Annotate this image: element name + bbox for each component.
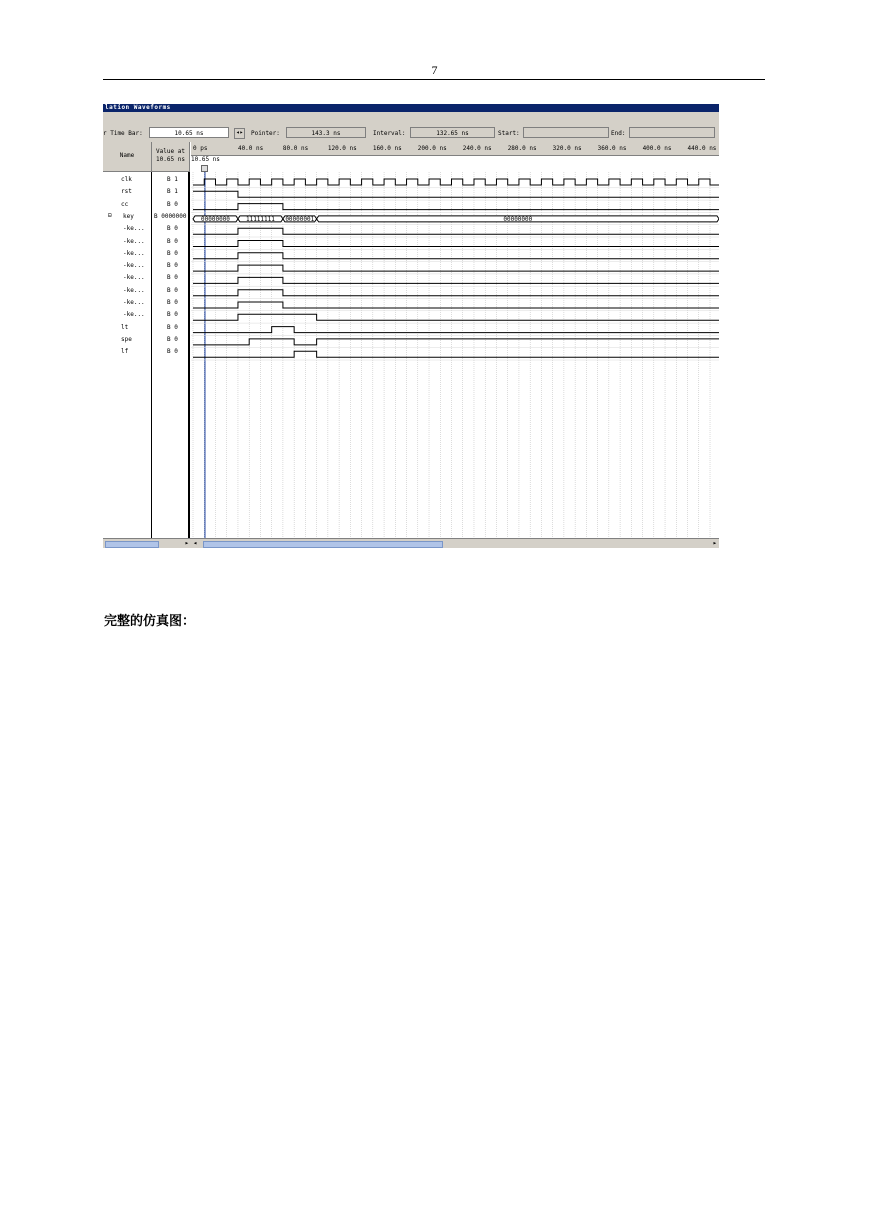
signal-value: B 0 — [167, 262, 178, 270]
signal-name[interactable]: -ke... — [123, 225, 145, 233]
timeline-header — [191, 142, 719, 156]
signal-name[interactable]: -ke... — [123, 299, 145, 306]
time-tick-label: 360.0 ns — [597, 145, 627, 152]
signal-name[interactable]: rst — [121, 188, 132, 196]
time-tick-label: 400.0 ns — [642, 145, 672, 152]
cursor-time-label: 10.65 ns — [191, 156, 220, 163]
signal-name[interactable]: cc — [121, 200, 129, 208]
time-tick-label: 240.0 ns — [462, 145, 492, 152]
signal-name[interactable]: -ke... — [123, 262, 145, 270]
header-rule — [103, 79, 765, 80]
start-label: Start: — [498, 130, 520, 137]
toolbar — [103, 112, 719, 142]
time-tick-label: 320.0 ns — [552, 145, 582, 152]
interval-label: Interval: — [373, 130, 406, 137]
signal-waveform — [193, 327, 719, 333]
time-tick-label: 160.0 ns — [372, 145, 402, 152]
signal-value: B 1 — [167, 176, 178, 183]
signal-name[interactable]: lf — [121, 348, 129, 356]
bus-value-label: 00000000 — [503, 215, 533, 223]
interval-field: 132.65 ns — [410, 127, 495, 138]
signal-value: B 0 — [167, 286, 178, 294]
wave-scrollbar[interactable] — [191, 538, 719, 548]
wave-scroll-thumb[interactable] — [203, 541, 443, 548]
scroll-left-icon[interactable]: ◂ — [193, 539, 198, 547]
time-bar-label: r Time Bar: — [103, 130, 143, 137]
signal-value: B 0 — [167, 335, 178, 343]
signal-waveform — [193, 241, 719, 247]
signal-name[interactable]: -ke... — [123, 274, 145, 282]
signal-waveform — [193, 314, 719, 320]
cursor-handle-icon[interactable] — [201, 165, 208, 172]
signal-value: B 0 — [167, 225, 178, 233]
bus-value-label: 11111111 — [245, 215, 275, 223]
signal-value: B 0 — [167, 200, 178, 208]
page-number: 7 — [431, 63, 438, 77]
signal-name[interactable]: -ke... — [123, 249, 145, 257]
signal-name[interactable]: spe — [121, 335, 132, 343]
window-title: lation Waveforms — [103, 104, 719, 112]
time-tick-label: 440.0 ns — [687, 145, 717, 152]
signal-name[interactable]: -ke... — [123, 311, 145, 319]
signal-name[interactable]: clk — [121, 176, 132, 183]
start-field — [523, 127, 609, 138]
waveform-screenshot — [103, 104, 719, 548]
expand-bus-icon[interactable]: ⊟ — [108, 211, 112, 219]
scroll-right-icon[interactable]: ▸ — [184, 539, 189, 547]
value-column-header[interactable] — [152, 142, 190, 172]
bus-value-label: 00000000 — [201, 215, 230, 223]
bus-value-label: 00000001 — [285, 215, 315, 223]
signal-value: B 0000000 — [154, 212, 187, 220]
signal-value: B 0 — [167, 249, 178, 257]
signal-value-column — [152, 172, 190, 542]
pointer-label: Pointer: — [251, 130, 280, 137]
end-field — [629, 127, 715, 138]
signal-value: B 0 — [167, 311, 178, 319]
time-tick-label: 280.0 ns — [507, 145, 537, 152]
signal-name[interactable]: lt — [121, 323, 129, 331]
signal-name-column — [103, 172, 152, 542]
time-tick-label: 80.0 ns — [282, 145, 309, 152]
end-label: End: — [611, 130, 626, 137]
signal-value: B 0 — [167, 274, 178, 282]
signal-value: B 0 — [167, 237, 178, 245]
signal-value: B 0 — [167, 323, 178, 331]
time-tick-label: 120.0 ns — [327, 145, 357, 152]
signal-waveform — [193, 179, 719, 185]
signal-value: B 0 — [167, 299, 178, 306]
time-tick-label: 200.0 ns — [417, 145, 447, 152]
signal-value: B 1 — [167, 188, 178, 196]
name-column-header[interactable]: Name — [103, 142, 152, 172]
scroll-right-icon[interactable]: ▸ — [712, 539, 717, 547]
value-header-line1: Value at — [156, 148, 185, 155]
waveform-canvas[interactable] — [191, 172, 719, 542]
time-tick-label: 0 ps — [193, 145, 208, 152]
signal-waveform — [193, 228, 719, 234]
signal-name[interactable]: -ke... — [123, 286, 145, 294]
time-tick-label: 40.0 ns — [237, 145, 264, 152]
name-scroll-thumb[interactable] — [105, 541, 159, 548]
figure-caption: 完整的仿真图： — [104, 614, 196, 629]
signal-name[interactable]: key — [123, 212, 134, 220]
value-header-line2: 10.65 ns — [156, 156, 185, 163]
signal-value: B 0 — [167, 348, 178, 356]
pointer-field: 143.3 ns — [286, 127, 366, 138]
signal-waveform — [193, 253, 719, 259]
time-bar-field[interactable]: 10.65 ns — [149, 127, 229, 138]
signal-name[interactable]: -ke... — [123, 237, 145, 245]
time-bar-arrows-icon[interactable]: ◂▸ — [234, 128, 245, 139]
name-scrollbar[interactable] — [103, 538, 191, 548]
